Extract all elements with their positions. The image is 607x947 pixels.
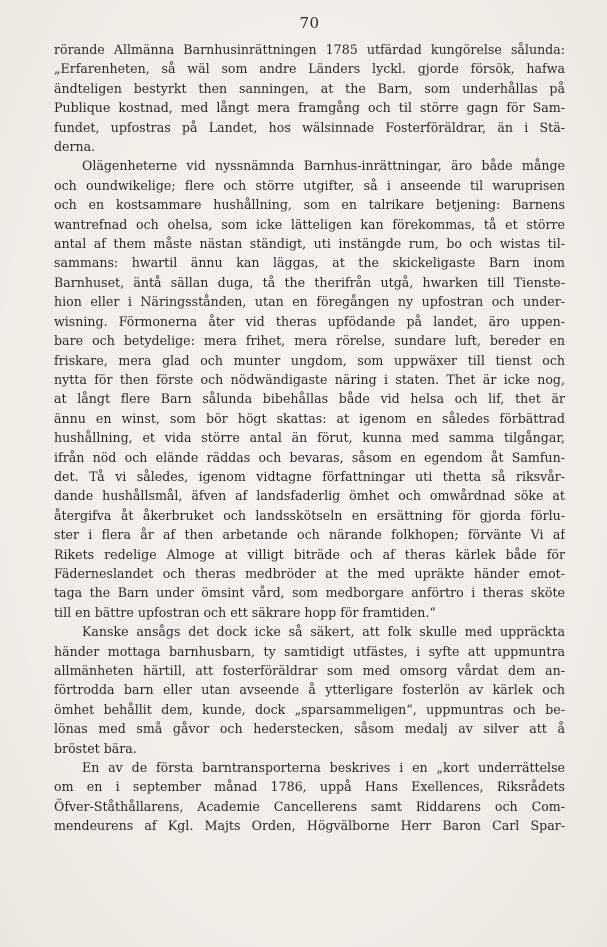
text-line: ifrån nöd och elände räddas och bevaras, såsom en egendom åt Samfun- <box>54 449 565 465</box>
text-line: Öfver-Ståthållarens, Academie Cancellerens samt Riddarens och Com- <box>54 798 565 814</box>
text-line: förtrodda barn eller utan avseende å ytterligare fosterlön av kärlek och <box>54 682 565 698</box>
text-line: Rikets redelige Almoge at villigt biträde och af theras kärlek både för <box>54 546 565 562</box>
text-line: antal af them måste nästan ständigt, uti instängde rum, bo och wistas til- <box>54 236 565 252</box>
text-line: hion eller i Näringsstånden, utan en föregången ny upfostran och under- <box>54 294 565 310</box>
text-line: om en i september månad 1786, uppå Hans Exellences, Riksrådets <box>54 779 565 795</box>
text-line: wantrefnad och ohelsa, som icke lätteligen kan förekommas, tå et större <box>54 216 565 232</box>
text-line: det. Tå vi således, igenom vidtagne författningar uti thetta så riksvår- <box>54 468 565 484</box>
text-line: och oundwikelige; flere och större utgifter, så i anseende til waruprisen <box>54 177 565 193</box>
paragraph <box>54 622 565 758</box>
text-line: bröstet bära. <box>54 740 137 756</box>
text-line: rörande Allmänna Barnhusinrättningen 1785 utfärdad kungörelse sålunda: <box>54 42 565 57</box>
text-line: Kanske ansågs det dock icke så säkert, att folk skulle med uppräckta <box>82 624 565 640</box>
text-line: Publique kostnad, med långt mera framgång och til större gagn för Sam- <box>54 100 565 116</box>
text-line: fundet, upfostras på Landet, hos wälsinnade Fosterföräldrar, än i Stä- <box>54 119 565 135</box>
text-line: ändteligen bestyrkt then sanningen, at the Barn, som underhållas på <box>54 80 565 96</box>
text-line: till en bättre upfostran och ett säkrare hopp för framtiden.“ <box>54 604 436 620</box>
text-line: ännu en winst, som bör högt skattas: at igenom en således förbättrad <box>54 410 565 426</box>
text-line: Barnhuset, äntå sällan duga, tå the therifrån utgå, hwarken till Tienste- <box>54 274 565 290</box>
page-number: 70 <box>299 14 320 32</box>
text-line: Olägenheterne vid nyssnämnda Barnhus-inrättningar, äro både månge <box>82 158 565 174</box>
text-line: „Erfarenheten, så wäl som andre Länders lyckl. gjorde försök, hafwa <box>54 61 565 77</box>
text-line: allmänheten härtill, att fosterföräldrar som med omsorg vårdat dem an- <box>54 663 565 678</box>
paragraph <box>54 40 565 156</box>
paragraph <box>54 156 565 622</box>
text-line: En av de första barntransporterna beskrives i en „kort underrättelse <box>82 760 565 776</box>
text-line: at långt flere Barn sålunda bibehållas både vid helsa och lif, thet är <box>54 391 565 407</box>
text-line: mendeurens af Kgl. Majts Orden, Högvälborne Herr Baron Carl Spar- <box>54 818 565 834</box>
paragraph <box>54 758 565 836</box>
text-line: dande hushållsmål, äfven af landsfaderlig ömhet och omwårdnad söke at <box>54 488 565 504</box>
text-line: ster i flera år af then arbetande och närande folkhopen; förvänte Vi af <box>54 527 565 543</box>
text-line: Fäderneslandet och theras medbröder at the med upräkte händer emot- <box>54 565 565 581</box>
text-line: derna. <box>54 139 96 155</box>
text-line: sammans: hwartil ännu kan läggas, at the skickeligaste Barn inom <box>54 255 565 271</box>
text-line: hushållning, et vida större antal än förut, kunna med samma tilgångar, <box>54 430 565 446</box>
text-line: friskare, mera glad och munter ungdom, som uppwäxer till tienst och <box>54 352 565 368</box>
text-line: lönas med små gåvor och hederstecken, såsom medalj av silver att å <box>54 721 565 737</box>
text-line: wisning. Förmonerna åter vid theras upfödande på landet, äro uppen- <box>54 313 565 329</box>
text-line: ömhet behållit dem, kunde, dock „sparsammeligen“, uppmuntras och be- <box>54 701 565 717</box>
text-line: återgifva åt åkerbruket och landsskötseln en ersättning för gjorda förlu- <box>54 507 565 523</box>
text-line: bare och betydelige: mera frihet, mera rörelse, sundare luft, bereder en <box>54 333 565 349</box>
text-line: och en kostsammare hushållning, som en talrikare betjening: Barnens <box>54 197 565 213</box>
body-text <box>54 40 565 836</box>
text-line: taga the Barn under ömsint vård, som medborgare anförtro i theras sköte <box>54 585 565 601</box>
text-line: händer mottaga barnhusbarn, ty samtidigt utfästes, i syfte att uppmuntra <box>54 643 565 659</box>
text-line: nytta för then förste och nödwändigaste näring i staten. Thet är icke nog, <box>54 371 565 387</box>
